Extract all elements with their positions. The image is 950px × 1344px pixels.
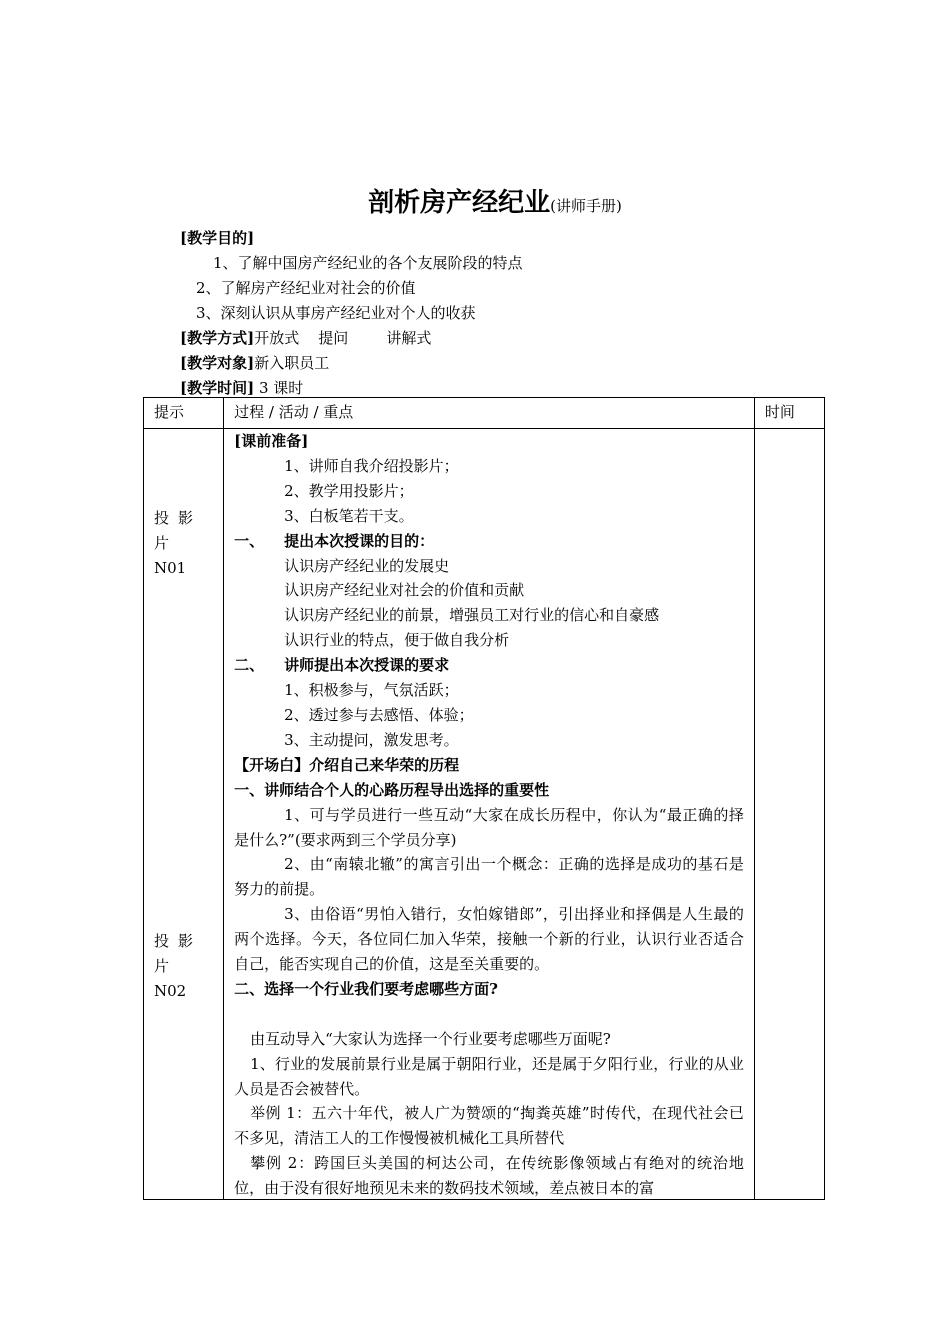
- hint-cell: [144, 429, 224, 1200]
- objective-item: 3、深刻认识从事房产经纪业对个人的收获: [196, 304, 476, 322]
- objective-item: 1、了解中国房产经纪业的各个友展阶段的特点: [213, 254, 523, 272]
- section-title: 讲师提出本次授课的要求: [284, 656, 450, 675]
- paragraph: 3、由俗语“男怕入错行，女怕嫁错郎”，引出择业和择偶是人生最的两个选择。今天，各位同仁加入华荣，接触一个新的行业，认识行业否适合自己，能否实现自己的价值，这是至关重要的。: [234, 905, 744, 974]
- hint-line: 投影片: [154, 509, 203, 552]
- list-item: 认识房产经纪业的前景，增强员工对行业的信心和自豪感: [284, 606, 660, 625]
- hint-code: N02: [154, 982, 187, 1000]
- time-label: [教学时间]: [180, 379, 255, 397]
- list-item: 认识房产经纪业对社会的价值和贡献: [284, 581, 525, 600]
- paragraph: 由互动导入“大家认为选择一个行业要考虑哪些万面呢?: [250, 1029, 611, 1048]
- meta-block: [180, 226, 820, 401]
- list-item: 2、透过参与去感悟、体验；: [284, 705, 474, 724]
- method-value: 开放式 提问 讲解式: [254, 329, 432, 347]
- opening-title: 【开场白】介绍自己来华荣的历程: [234, 755, 460, 774]
- section-1-heading: [234, 529, 744, 554]
- section-number: 一、: [234, 531, 265, 550]
- paragraph: 1、可与学员进行一些互动“大家在成长历程中，你认为“最正确的择是什么?”(要求两到三个学员分享): [234, 805, 744, 849]
- blank-line: [234, 1002, 744, 1027]
- list-item: 3、主动提问，激发思考。: [284, 730, 459, 749]
- target-value: 新入职员工: [254, 354, 330, 372]
- target-row: [180, 351, 820, 376]
- part1-title: 一、讲师结合个人的心路历程导出选择的重要性: [234, 780, 550, 799]
- paragraph: 2、由“南辕北辙”的寓言引出一个概念：正确的选择是成功的基石是努力的前提。: [234, 855, 744, 899]
- document-title-block: [0, 182, 950, 219]
- time-cell: [754, 429, 824, 1200]
- hint-n02: [154, 929, 218, 1004]
- part2-title: 二、选择一个行业我们要考虑哪些方面?: [234, 979, 498, 998]
- document-subtitle: (讲师手册): [550, 197, 622, 215]
- lesson-table: [143, 397, 825, 1200]
- objective-item: 2、了解房产经纪业对社会的价值: [196, 279, 416, 297]
- prep-title: [课前准备]: [234, 432, 309, 450]
- list-item: 1、讲师自我介绍投影片；: [284, 456, 459, 475]
- content-cell: [224, 429, 755, 1200]
- list-item: 1、积极参与，气氛活跃；: [284, 681, 459, 700]
- document-title: 剖析房产经纪业: [368, 188, 551, 218]
- table-row: [144, 429, 825, 1200]
- paragraph: 攀例 2：跨国巨头美国的柯达公司，在传统影像领域占有绝对的统治地位，由于没有很好地预见未来的数码技术领域，差点被日本的富: [234, 1154, 744, 1198]
- method-label: [教学方式]: [180, 329, 255, 347]
- header-hint: 提示: [144, 398, 224, 429]
- list-item: 2、教学用投影片；: [284, 481, 414, 500]
- header-time: 时间: [754, 398, 824, 429]
- paragraph: 1、行业的发展前景行业是属于朝阳行业，还是属于夕阳行业，行业的从业人员是否会被替代。: [234, 1054, 744, 1098]
- section-number: 二、: [234, 656, 265, 675]
- list-item: 3、白板笔若干支。: [284, 506, 414, 525]
- section-2-heading: [234, 653, 744, 678]
- hint-line: 投影片: [154, 932, 203, 975]
- target-label: [教学对象]: [180, 354, 255, 372]
- hint-code: N01: [154, 559, 187, 577]
- list-item: 认识房产经纪业的发展史: [284, 556, 450, 575]
- time-value: 3 课时: [254, 379, 304, 397]
- section-title: 提出本次授课的目的：: [284, 531, 435, 550]
- table-header-row: [144, 398, 825, 429]
- method-row: [180, 326, 820, 351]
- hint-n01: [154, 506, 218, 581]
- list-item: 认识行业的特点，便于做自我分析: [284, 631, 510, 650]
- paragraph: 举例 1：五六十年代，被人广为赞颂的“掏粪英雄”时传代，在现代社会已不多见，清洁工人的工作慢慢被机械化工具所替代: [234, 1104, 744, 1148]
- header-process: 过程 / 活动 / 重点: [224, 398, 755, 429]
- objectives-label: [教学目的]: [180, 229, 255, 247]
